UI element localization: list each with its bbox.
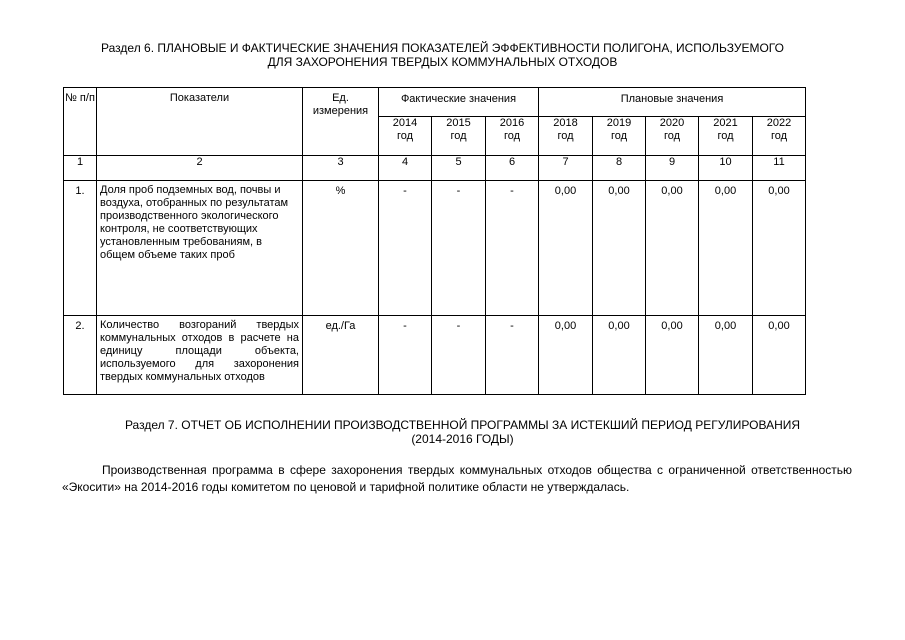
header-num: № п/п	[64, 88, 97, 156]
year-header: 2015 год	[432, 117, 486, 156]
row-value: 0,00	[753, 181, 806, 316]
row-number: 1.	[64, 181, 97, 316]
year-header: 2020 год	[646, 117, 699, 156]
column-number: 11	[753, 156, 806, 181]
row-value: 0,00	[593, 181, 646, 316]
year-header: 2014 год	[379, 117, 432, 156]
row-unit: ед./Га	[303, 316, 379, 395]
section7-paragraph: Производственная программа в сфере захоронения твердых коммунальных отходов общества с ограниченной ответственностью «Экосити» на 2014-2016 годы комитетом по ценовой и тарифной политике области не утверждалась.	[62, 463, 852, 494]
section7-title-line2: (2014-2016 ГОДЫ)	[411, 432, 514, 446]
section6-title-line1: Раздел 6. ПЛАНОВЫЕ И ФАКТИЧЕСКИЕ ЗНАЧЕНИЯ ПОКАЗАТЕЛЕЙ ЭФФЕКТИВНОСТИ ПОЛИГОНА, ИСПОЛЬЗУЕМОГО	[101, 41, 784, 55]
section6-title-line2: ДЛЯ ЗАХОРОНЕНИЯ ТВЕРДЫХ КОММУНАЛЬНЫХ ОТХОДОВ	[267, 55, 618, 69]
column-number: 9	[646, 156, 699, 181]
column-number: 5	[432, 156, 486, 181]
row-value: -	[379, 181, 432, 316]
column-number: 1	[64, 156, 97, 181]
table-row	[64, 316, 806, 395]
table-row	[64, 181, 806, 316]
column-number: 7	[539, 156, 593, 181]
column-number: 10	[699, 156, 753, 181]
row-value: -	[486, 316, 539, 395]
section7-title	[10, 418, 905, 446]
column-number: 2	[97, 156, 303, 181]
row-value: 0,00	[539, 316, 593, 395]
row-value: 0,00	[593, 316, 646, 395]
row-value: -	[432, 316, 486, 395]
row-value: -	[432, 181, 486, 316]
row-value: 0,00	[539, 181, 593, 316]
column-number: 4	[379, 156, 432, 181]
header-planned: Плановые значения	[539, 88, 806, 117]
row-value: 0,00	[646, 316, 699, 395]
row-indicator: Доля проб подземных вод, почвы и воздуха, отобранных по результатам производственного экологического контроля, не соответствующих установленным требованиям, в общем объеме таких проб	[97, 181, 303, 316]
header-indicator: Показатели	[97, 88, 303, 156]
header-actual: Фактические значения	[379, 88, 539, 117]
column-number: 3	[303, 156, 379, 181]
row-value: -	[486, 181, 539, 316]
column-number: 6	[486, 156, 539, 181]
row-value: 0,00	[646, 181, 699, 316]
column-number: 8	[593, 156, 646, 181]
year-header: 2022 год	[753, 117, 806, 156]
row-value: 0,00	[753, 316, 806, 395]
row-indicator: Количество возгораний твердых коммунальных отходов в расчете на единицу площади объекта, используемого для захоронения твердых коммунальных отходов	[97, 316, 303, 395]
row-number: 2.	[64, 316, 97, 395]
year-header: 2016 год	[486, 117, 539, 156]
year-header: 2018 год	[539, 117, 593, 156]
row-unit: %	[303, 181, 379, 316]
year-header: 2021 год	[699, 117, 753, 156]
section6-title	[0, 41, 895, 69]
indicators-table	[63, 87, 806, 395]
row-value: 0,00	[699, 181, 753, 316]
row-value: -	[379, 316, 432, 395]
header-unit: Ед. измерения	[303, 88, 379, 156]
row-value: 0,00	[699, 316, 753, 395]
year-header: 2019 год	[593, 117, 646, 156]
section7-title-line1: Раздел 7. ОТЧЕТ ОБ ИСПОЛНЕНИИ ПРОИЗВОДСТВЕННОЙ ПРОГРАММЫ ЗА ИСТЕКШИЙ ПЕРИОД РЕГУЛИРОВАНИЯ	[124, 418, 801, 432]
